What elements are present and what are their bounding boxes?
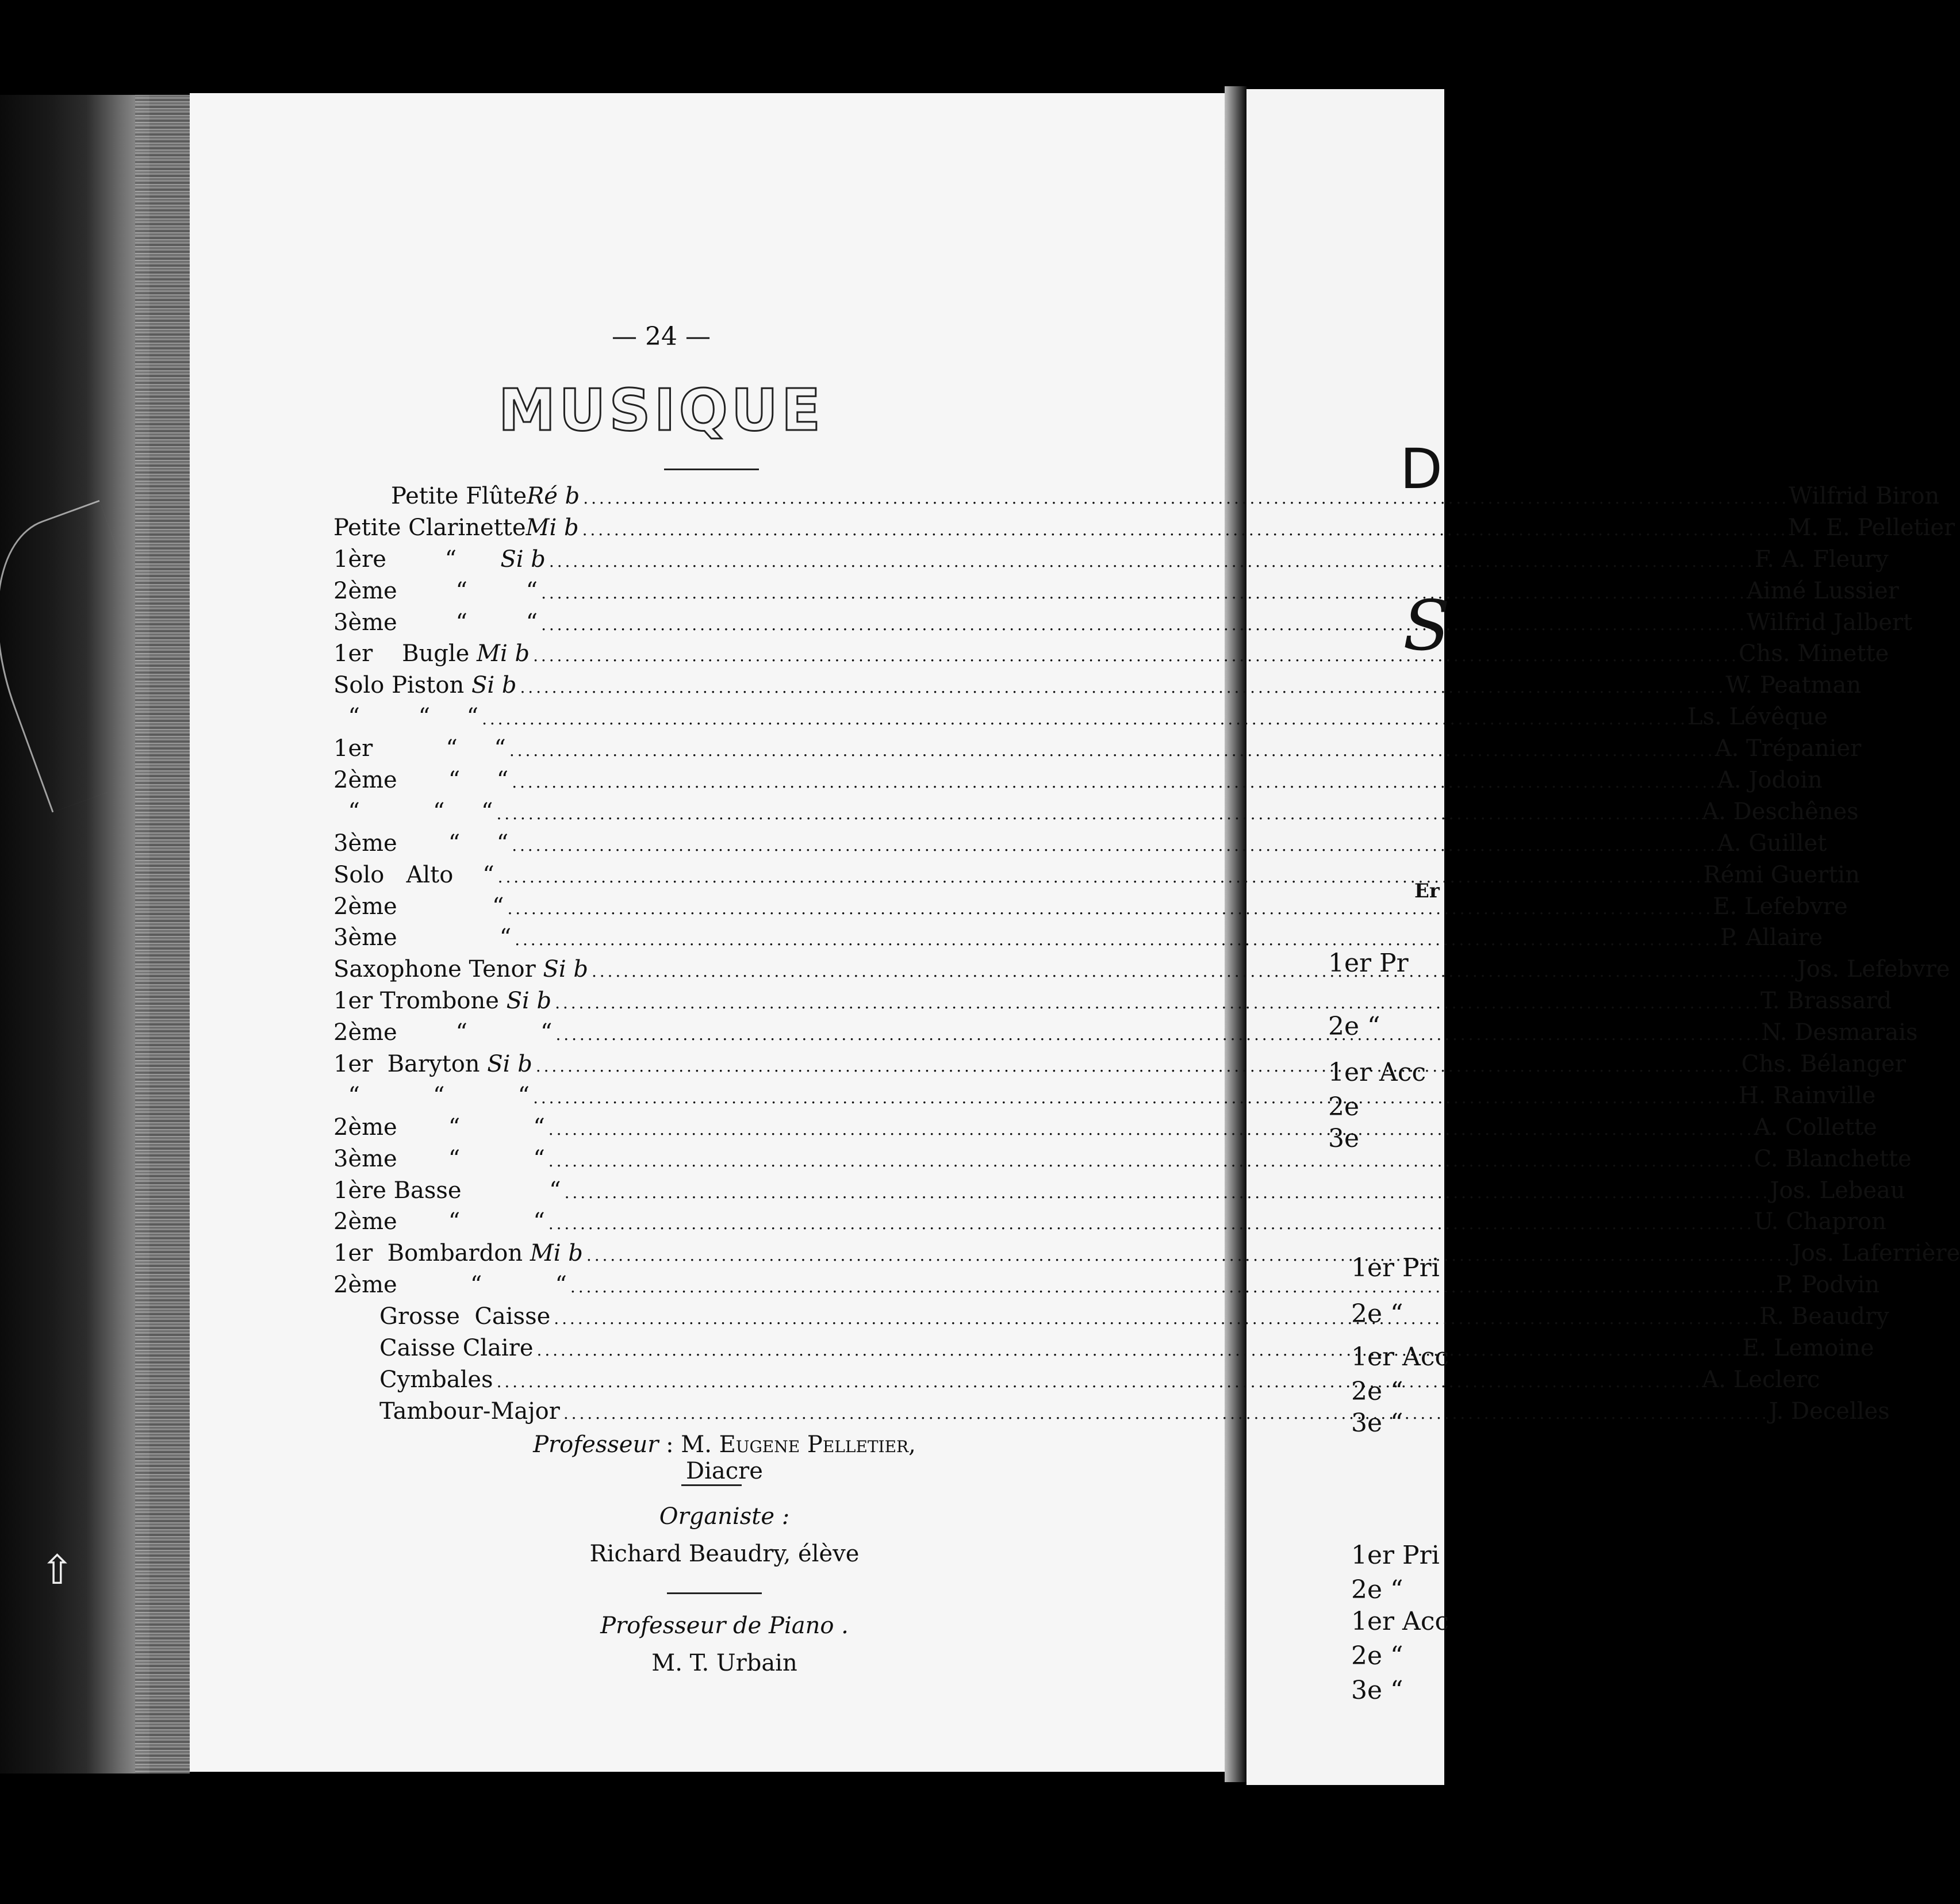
musician-name: Jos. Laferrière	[1792, 1240, 1960, 1267]
organiste-name: Richard Beaudry, élève	[589, 1541, 860, 1567]
dot-leader	[583, 483, 1785, 509]
roster-row	[333, 640, 1889, 672]
dot-leader	[554, 1303, 1756, 1330]
musician-name: T. Brassard	[1760, 988, 1892, 1015]
musician-name: Ls. Lévêque	[1687, 704, 1828, 731]
dot-leader	[509, 735, 1712, 762]
organiste-label: Organiste :	[659, 1503, 790, 1530]
dot-leader	[512, 830, 1714, 857]
right-page-fragment: 3e “	[1351, 1676, 1403, 1705]
dot-leader	[565, 1177, 1767, 1204]
divider-rule	[681, 1484, 742, 1486]
roster-row	[333, 1145, 1912, 1177]
roster-row	[333, 1208, 1886, 1240]
instrument-label: 2ème “ “	[333, 1272, 567, 1299]
instrument-label: 3ème “ “	[333, 609, 538, 636]
arrow-up-icon: ⇧	[40, 1546, 74, 1594]
instrument-label: 1er Baryton	[333, 1051, 480, 1078]
dot-leader	[582, 515, 1785, 541]
right-page-fragment: 1er Acc	[1328, 1058, 1426, 1087]
dot-leader	[549, 1208, 1751, 1235]
roster-row	[333, 514, 1955, 546]
dot-leader	[537, 1335, 1739, 1361]
key-label: Si b	[457, 546, 546, 573]
dot-leader	[541, 609, 1743, 636]
roster-row	[333, 609, 1913, 641]
instrument-label: Caisse Claire	[379, 1335, 534, 1362]
key-label: Mi b	[526, 514, 579, 541]
right-page-fragment: 1er Pri	[1351, 1541, 1440, 1570]
key-label: Mi b	[523, 1240, 583, 1267]
dot-leader	[549, 1114, 1751, 1141]
musician-name: J. Decelles	[1769, 1398, 1890, 1425]
musician-name: E. Lemoine	[1742, 1335, 1874, 1362]
instrument-label: 1ère “	[333, 546, 457, 573]
dot-leader	[570, 1272, 1773, 1298]
key-label: Si b	[535, 956, 588, 983]
right-page-fragment: 2e “	[1351, 1575, 1403, 1604]
key-label: Si b	[480, 1051, 532, 1078]
dot-leader	[533, 1082, 1735, 1109]
right-page-fragment: 2e “	[1328, 1012, 1380, 1041]
roster-row	[333, 988, 1892, 1019]
roster-row	[333, 767, 1823, 799]
instrument-label: Saxophone Tenor	[333, 956, 536, 983]
book-binding	[0, 95, 149, 1774]
dot-leader	[533, 640, 1735, 667]
roster-row	[333, 924, 1823, 956]
piano-label: Professeur de Piano .	[600, 1613, 849, 1639]
page-title: MUSIQUE	[498, 377, 824, 444]
musician-name: A. Deschênes	[1702, 798, 1859, 825]
musician-name: F. A. Fleury	[1754, 546, 1889, 573]
musician-name: Jos. Lefebvre	[1797, 956, 1950, 983]
musician-name: Rémi Guertin	[1703, 861, 1860, 888]
musician-name: A. Guillet	[1717, 830, 1827, 857]
musician-name: Aimé Lussier	[1746, 577, 1899, 604]
roster-row	[333, 1177, 1905, 1209]
roster-row	[333, 672, 1862, 704]
right-page-fragment: 3e “	[1351, 1408, 1403, 1438]
instrument-label: Cymbales	[379, 1366, 493, 1393]
dot-leader	[512, 767, 1714, 793]
dot-leader	[507, 893, 1709, 920]
roster-row	[333, 1272, 1880, 1303]
musician-name: A. Leclerc	[1702, 1366, 1820, 1393]
musician-name: C. Blanchette	[1754, 1145, 1912, 1172]
instrument-label: 2ème “ “	[333, 1114, 545, 1141]
instrument-label: Tambour-Major	[379, 1398, 560, 1425]
instrument-label: 1ère Basse “	[333, 1177, 561, 1204]
musician-name: Chs. Minette	[1738, 640, 1889, 667]
musician-name: Jos. Lebeau	[1770, 1177, 1905, 1204]
instrument-label: 1er Trombone	[333, 988, 499, 1015]
musician-name: Wilfrid Jalbert	[1746, 609, 1913, 636]
dot-leader	[556, 1019, 1758, 1046]
professeur-line	[506, 1431, 943, 1484]
roster-row	[333, 893, 1848, 925]
professeur-label: Professeur	[533, 1431, 659, 1458]
dot-leader	[536, 1051, 1738, 1077]
divider-rule	[667, 1592, 762, 1594]
roster-row	[333, 735, 1862, 767]
right-page-fragment: 3e	[1328, 1124, 1360, 1153]
title-rule	[664, 469, 759, 470]
right-page-fragment: 1er Pri	[1351, 1253, 1440, 1283]
dot-leader	[541, 578, 1743, 604]
musician-name: P. Allaire	[1720, 924, 1823, 951]
dot-leader	[498, 862, 1700, 888]
key-label: Si b	[498, 988, 552, 1015]
right-page-fragment: 1er Acc	[1351, 1342, 1449, 1372]
dot-leader	[592, 956, 1794, 982]
right-page-fragment: 2e “	[1351, 1641, 1403, 1671]
instrument-label: Grosse Caisse	[379, 1303, 551, 1330]
instrument-label: 2ème “ “	[333, 577, 538, 604]
right-script-letter: S	[1403, 586, 1451, 666]
musician-name: R. Beaudry	[1759, 1303, 1889, 1330]
roster-row	[333, 798, 1859, 830]
right-page-fragment: 2e “	[1351, 1377, 1403, 1406]
key-label: Mi b	[469, 640, 530, 667]
dot-leader	[482, 704, 1684, 730]
dot-leader	[586, 1240, 1789, 1266]
musician-name: E. Lefebvre	[1713, 893, 1848, 920]
instrument-label: “ “ “	[333, 704, 479, 731]
dot-leader	[497, 1366, 1699, 1393]
dot-leader	[515, 924, 1717, 951]
musician-name: A. Jodoin	[1717, 767, 1823, 794]
dot-leader	[520, 672, 1722, 698]
instrument-label: 1er Bombardon	[333, 1240, 523, 1267]
right-page-fragment: 1er Acc	[1351, 1607, 1449, 1636]
right-heading-letter: D	[1400, 437, 1443, 501]
musician-name: A. Collette	[1754, 1114, 1877, 1141]
instrument-label: 1er “ “	[333, 735, 506, 762]
right-page-fragment: 1er Pr	[1328, 949, 1409, 978]
right-page-fragment: 2e “	[1351, 1299, 1403, 1329]
professeur-title: Diacre	[686, 1458, 763, 1484]
instrument-label: 3ème “ “	[333, 1145, 545, 1172]
roster-row	[333, 861, 1860, 893]
piano-name: M. T. Urbain	[651, 1650, 797, 1676]
musician-name: H. Rainville	[1738, 1082, 1876, 1109]
instrument-label: 2ème “ “	[333, 767, 509, 794]
dot-leader	[549, 546, 1751, 573]
key-label: Si b	[464, 672, 517, 699]
musician-name: P. Podvin	[1775, 1272, 1880, 1299]
instrument-label: 1er Bugle	[333, 640, 470, 667]
musician-name: A. Trépanier	[1714, 735, 1862, 762]
roster-row	[333, 830, 1827, 862]
dot-leader	[563, 1398, 1766, 1425]
roster-row	[333, 577, 1899, 609]
instrument-label: Petite Flûte	[391, 483, 527, 509]
dot-leader	[549, 1146, 1751, 1172]
instrument-label: 3ème “	[333, 924, 512, 951]
instrument-label: “ “ “	[333, 1082, 530, 1109]
musician-name: W. Peatman	[1725, 672, 1862, 699]
binding-edge	[135, 95, 190, 1774]
musician-name: U. Chapron	[1754, 1208, 1886, 1235]
dot-leader	[497, 799, 1699, 825]
page-number: — 24 —	[612, 322, 711, 351]
roster-row	[333, 483, 1940, 515]
musician-name: M. E. Pelletier	[1788, 514, 1955, 541]
instrument-label: 2ème “ “	[333, 1208, 545, 1235]
instrument-label: Solo Piston	[333, 672, 465, 699]
roster-row	[333, 546, 1889, 578]
instrument-label: 2ème “ “	[333, 1019, 553, 1046]
key-label: Ré b	[527, 483, 580, 509]
dot-leader	[555, 988, 1757, 1014]
musician-name: Wilfrid Biron	[1789, 483, 1940, 509]
musician-name: Chs. Bélanger	[1741, 1051, 1906, 1078]
right-page-fragment: Er	[1414, 880, 1440, 903]
roster-row	[333, 704, 1828, 735]
instrument-label: 3ème “ “	[333, 830, 509, 857]
musician-name: N. Desmarais	[1761, 1019, 1918, 1046]
right-page-fragment: 2e	[1328, 1092, 1360, 1122]
instrument-label: “ “ “	[333, 798, 493, 825]
instrument-label: 2ème “	[333, 893, 504, 920]
instrument-label: Solo Alto “	[333, 861, 494, 888]
professeur-name: : M. Eugene Pelletier,	[666, 1431, 916, 1458]
instrument-label: Petite Clarinette	[333, 514, 526, 541]
